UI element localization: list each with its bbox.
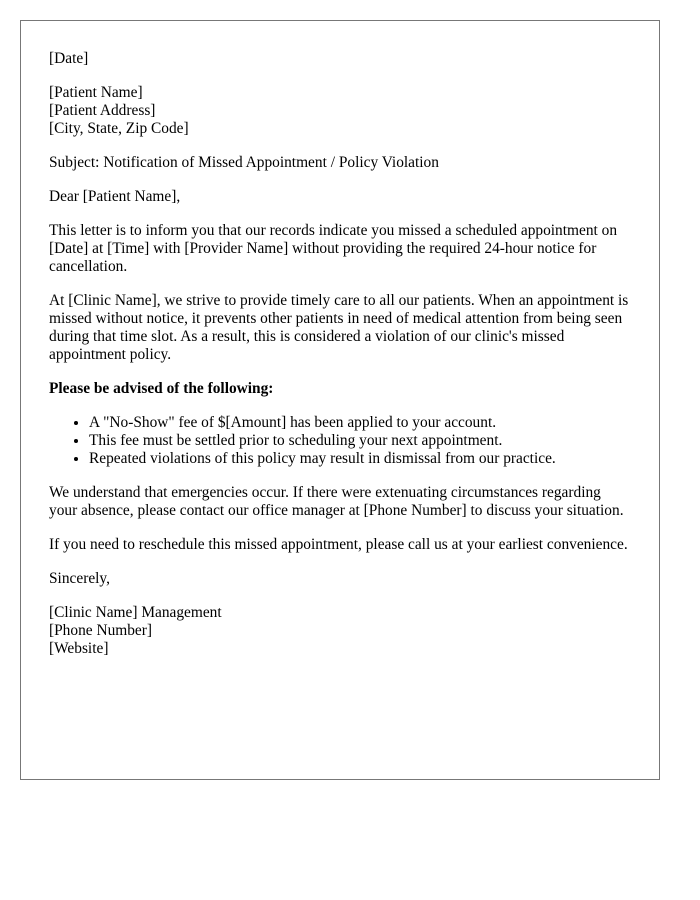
signature-website: [Website] (49, 640, 109, 657)
advisory-heading: Please be advised of the following: (49, 380, 274, 397)
advisory-item: • This fee must be settled prior to scheduling your next appointment. (89, 432, 631, 450)
letter-closing: Sincerely, (49, 570, 110, 587)
signature-block (49, 604, 631, 658)
advisory-list (49, 414, 631, 468)
advisory-item: • Repeated violations of this policy may result in dismissal from our practice. (89, 450, 631, 468)
recipient-address: [Patient Address] (49, 102, 156, 119)
recipient-name: [Patient Name] (49, 84, 143, 101)
letter-paragraph-1: This letter is to inform you that our records indicate you missed a scheduled appointment on [Date] at [Time] with [Provider Name] without providing the required 24-hour notice for cancellation. (49, 222, 618, 275)
advisory-item: • A "No-Show" fee of $[Amount] has been applied to your account. (89, 414, 631, 432)
signature-clinic: [Clinic Name] Management (49, 604, 222, 621)
letter-page (20, 20, 660, 780)
letter-paragraph-2: At [Clinic Name], we strive to provide timely care to all our patients. When an appointment is missed without notice, it prevents other patients in need of medical attention from being seen during that time slot. As a result, this is considered a violation of our clinic's missed appointment policy. (49, 292, 629, 363)
letter-salutation: Dear [Patient Name], (49, 188, 181, 205)
signature-phone: [Phone Number] (49, 622, 153, 639)
recipient-city-state-zip: [City, State, Zip Code] (49, 120, 189, 137)
letter-subject: Subject: Notification of Missed Appointment / Policy Violation (49, 154, 439, 171)
letter-paragraph-4: If you need to reschedule this missed appointment, please call us at your earliest convenience. (49, 536, 628, 553)
recipient-block (49, 84, 631, 138)
letter-date: [Date] (49, 50, 89, 67)
letter-paragraph-3: We understand that emergencies occur. If there were extenuating circumstances regarding your absence, please contact our office manager at [Phone Number] to discuss your situation. (49, 484, 624, 519)
